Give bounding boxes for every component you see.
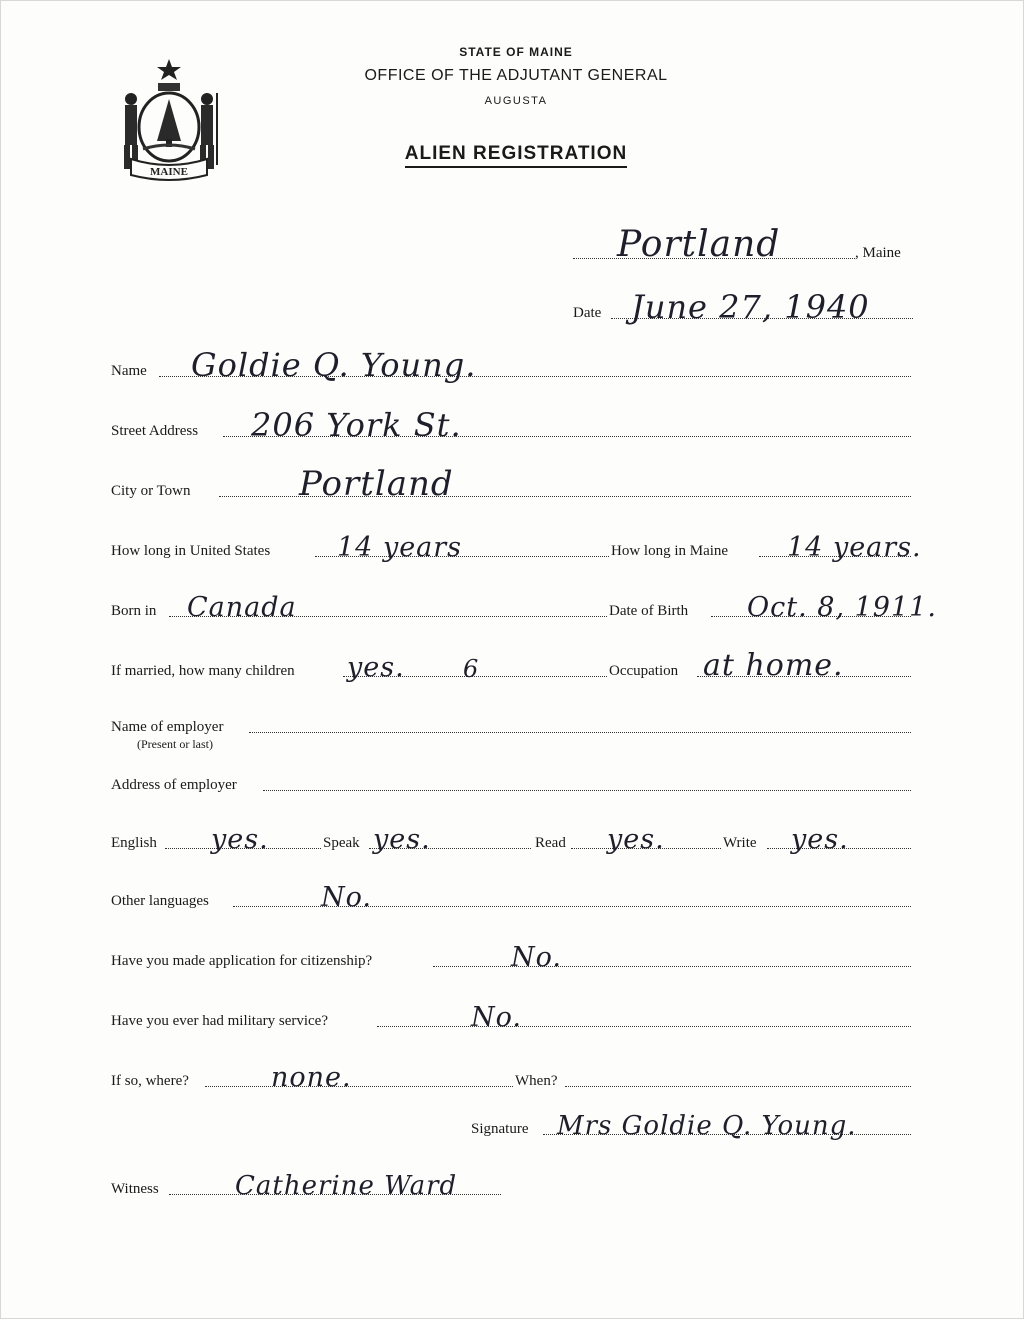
date-value[interactable]: June 27, 1940 [631, 288, 870, 326]
street-value[interactable]: 206 York St. [251, 406, 462, 444]
street-row [111, 406, 911, 444]
military-value[interactable]: No. [471, 1002, 522, 1033]
header-state: STATE OF MAINE [459, 45, 573, 59]
when-label: When? [515, 1073, 558, 1089]
witness-label: Witness [111, 1181, 159, 1197]
employer-name-sublabel: (Present or last) [137, 737, 213, 751]
english-label: English [111, 835, 157, 851]
citizenship-value[interactable]: No. [511, 942, 562, 973]
military-row [111, 1001, 911, 1031]
occupation-label: Occupation [609, 663, 679, 679]
where-when-row [111, 1061, 911, 1091]
witness-row [111, 1169, 511, 1199]
citizenship-row [111, 941, 911, 971]
other-languages-row [111, 881, 911, 911]
name-label: Name [111, 363, 147, 379]
employer-name-row [111, 707, 911, 751]
duration-row [111, 531, 922, 563]
us-duration-label: How long in United States [111, 543, 271, 559]
military-label: Have you ever had military service? [111, 1013, 328, 1029]
state-seal-icon [113, 53, 225, 183]
name-value[interactable]: Goldie Q. Young. [191, 346, 477, 384]
children-label: If married, how many children [111, 663, 295, 679]
date-label: Date [573, 305, 602, 321]
location-suffix: , Maine [855, 245, 901, 261]
other-languages-label: Other languages [111, 893, 209, 909]
header-city: AUGUSTA [484, 95, 548, 107]
english-value[interactable]: yes. [211, 824, 269, 855]
other-languages-value[interactable]: No. [321, 882, 372, 913]
signature-value[interactable]: Mrs Goldie Q. Young. [557, 1111, 857, 1141]
read-label: Read [535, 835, 566, 851]
city-row [111, 464, 911, 504]
born-in-label: Born in [111, 603, 157, 619]
date-row [111, 288, 911, 326]
language-row [111, 823, 911, 853]
birth-date-label: Date of Birth [609, 603, 689, 619]
where-label: If so, where? [111, 1073, 189, 1089]
read-value[interactable]: yes. [607, 824, 665, 855]
maine-duration-value[interactable]: 14 years. [787, 532, 922, 563]
location-row [111, 224, 911, 265]
employer-address-row [111, 765, 911, 795]
speak-label: Speak [323, 835, 360, 851]
employer-name-label: Name of employer [111, 719, 224, 735]
header-office: OFFICE OF THE ADJUTANT GENERAL [364, 67, 668, 84]
city-label: City or Town [111, 483, 191, 499]
write-value[interactable]: yes. [791, 824, 849, 855]
children-count[interactable]: 6 [463, 655, 480, 683]
children-value[interactable]: yes. [347, 652, 405, 683]
form-title: ALIEN REGISTRATION [301, 143, 731, 165]
city-value[interactable]: Portland [299, 464, 454, 504]
us-duration-value[interactable]: 14 years [337, 532, 463, 563]
name-row [111, 346, 911, 384]
employer-address-label: Address of employer [111, 777, 237, 793]
birth-date-value[interactable]: Oct. 8, 1911. [747, 592, 937, 623]
witness-value[interactable]: Catherine Ward [235, 1171, 458, 1201]
signature-row [111, 1109, 911, 1139]
born-in-value[interactable]: Canada [187, 592, 297, 623]
where-value[interactable]: none. [271, 1062, 352, 1093]
seal-text: MAINE [150, 166, 188, 178]
write-label: Write [723, 835, 757, 851]
signature-label: Signature [471, 1121, 529, 1137]
location-value[interactable]: Portland [617, 224, 781, 265]
speak-value[interactable]: yes. [373, 824, 431, 855]
birth-row [111, 591, 937, 623]
street-label: Street Address [111, 423, 199, 439]
children-row [111, 648, 911, 683]
citizenship-label: Have you made application for citizenship? [111, 953, 373, 969]
occupation-value[interactable]: at home. [703, 648, 844, 683]
maine-duration-label: How long in Maine [611, 543, 729, 559]
